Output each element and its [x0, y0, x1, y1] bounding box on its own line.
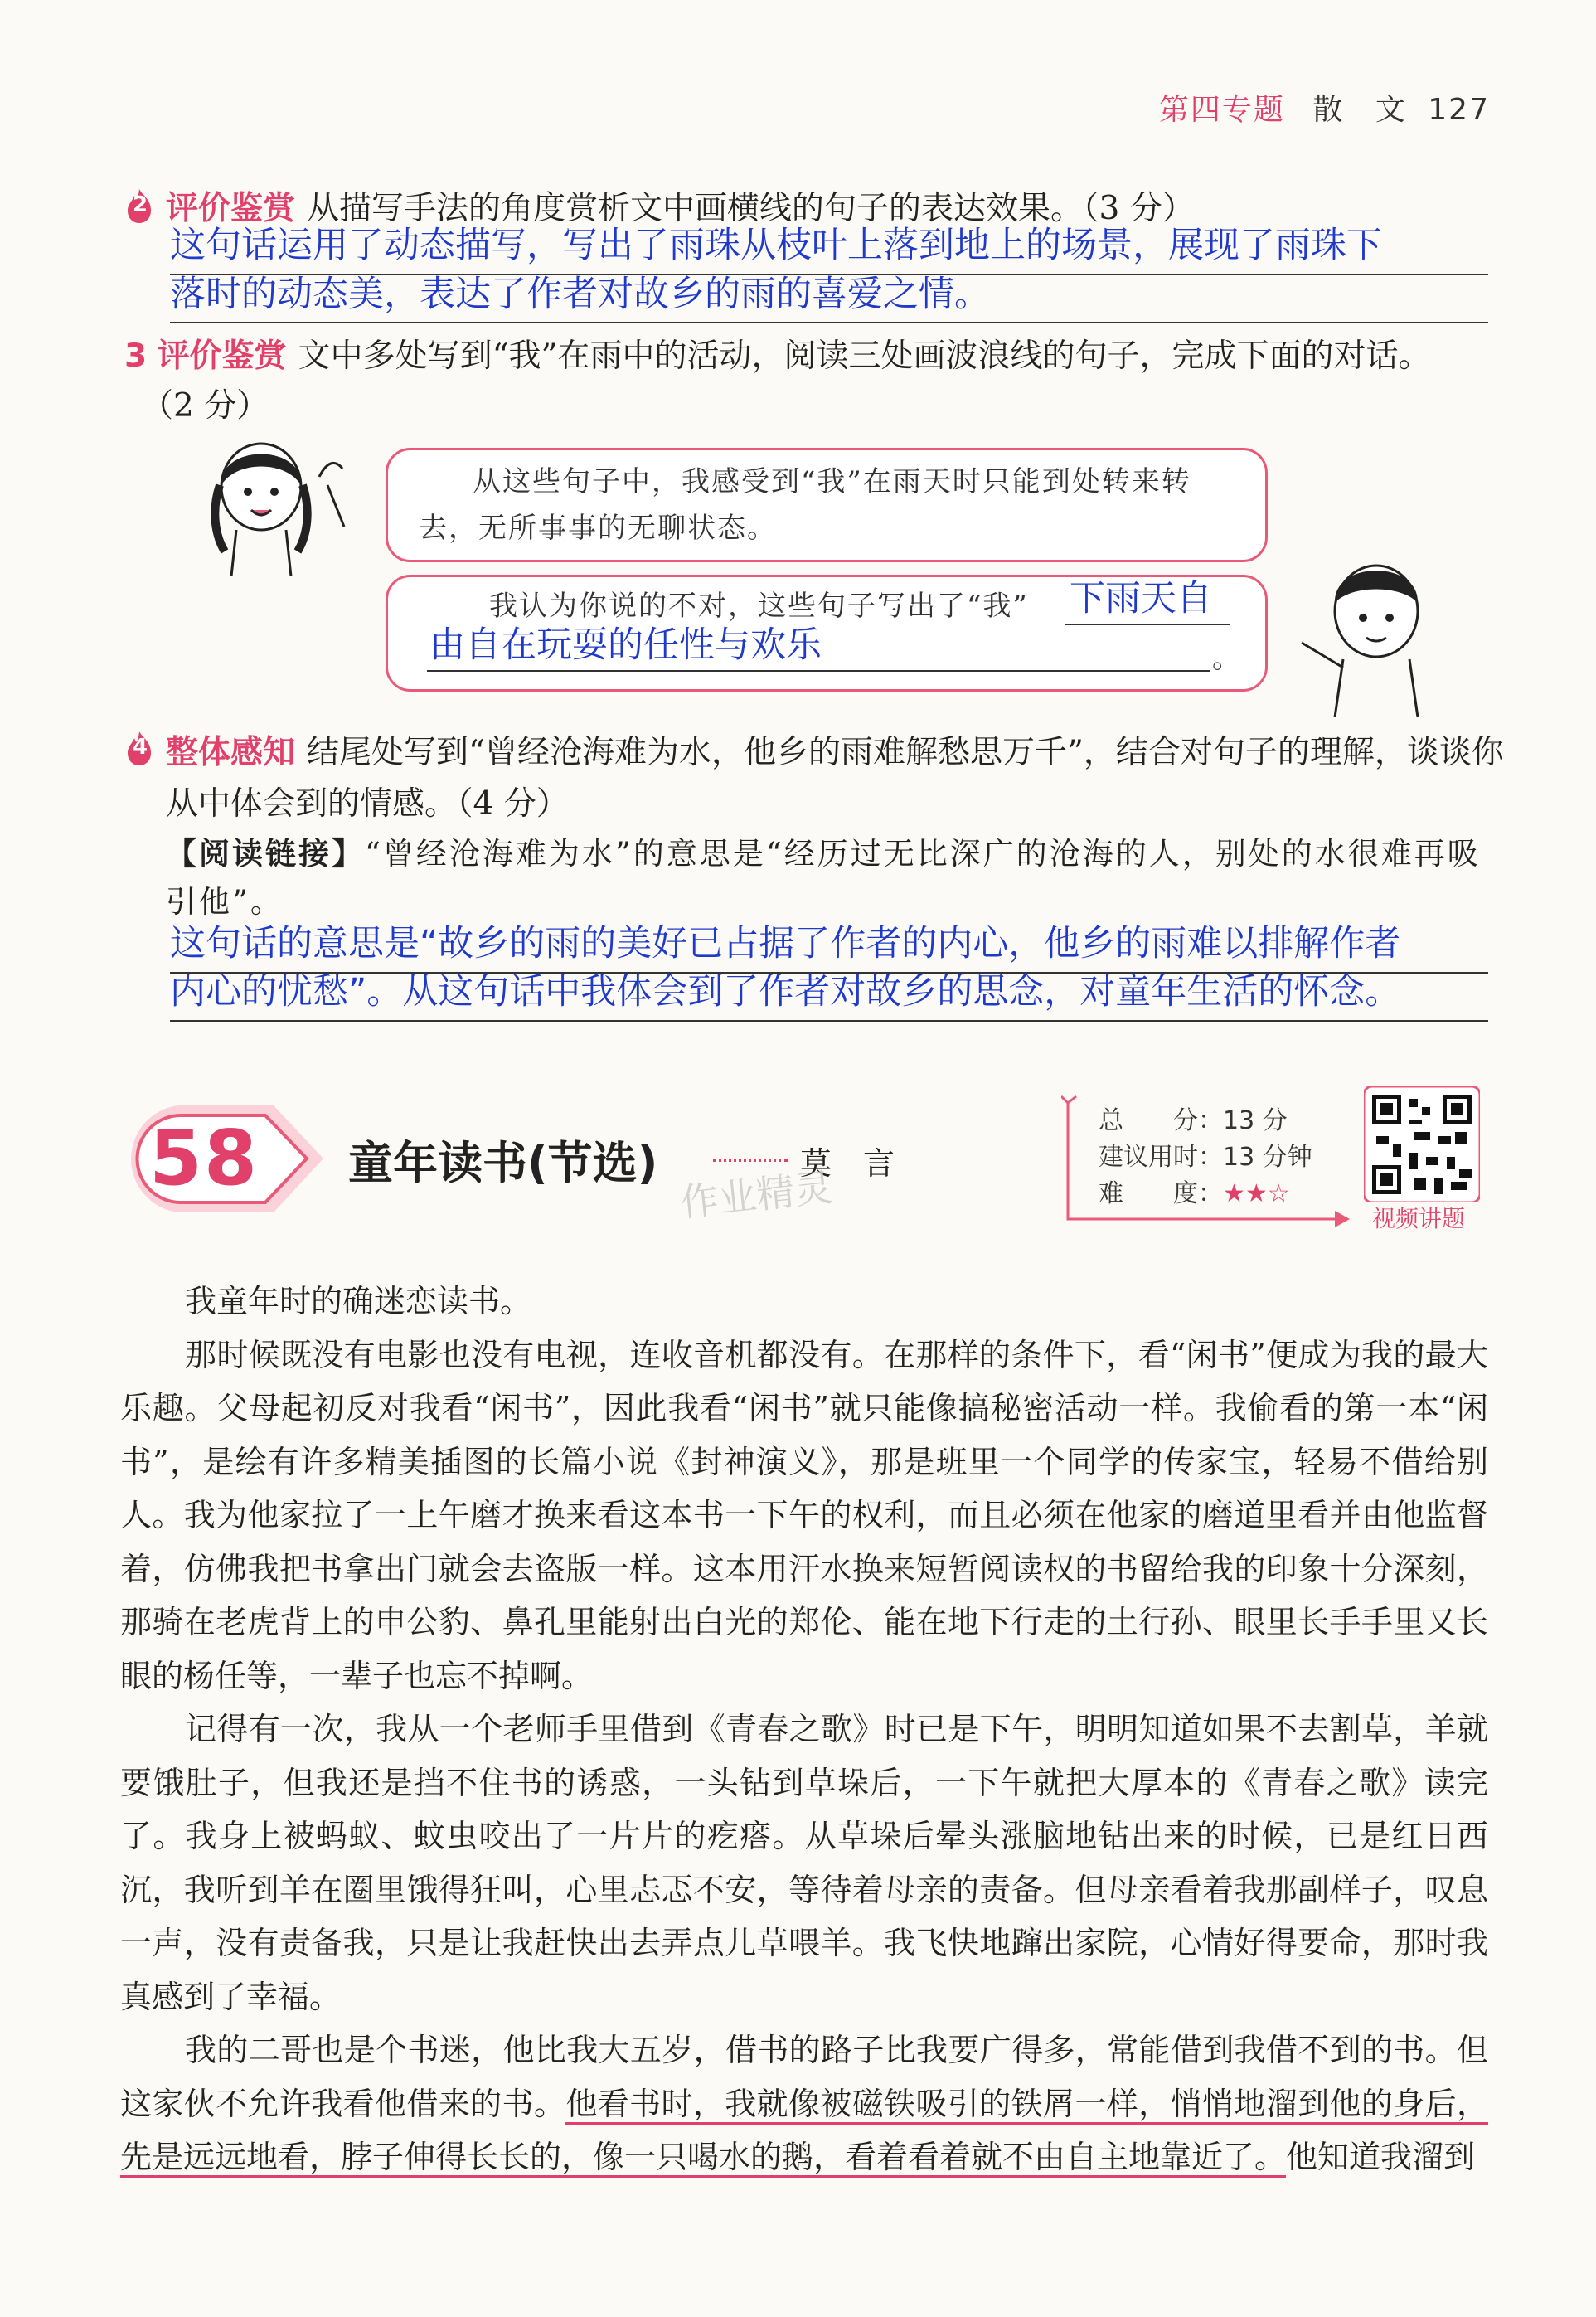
- q2-number: 2: [132, 192, 148, 217]
- paragraph: 记得有一次，我从一个老师手里借到《青春之歌》时已是下午，明明知道如果不去割草，羊就要饿肚子，但我还是挡不住书的诱惑，一头钻到草垛后，一下午就把大厚本的《青春之歌》读完了。我身上被蚂蚁、蚊虫咬出了一片片的疙瘩。从草垛后晕头涨脑地钻出来的时候，已是红日西沉，我听到羊在圈里饿得狂叫，心里忐忑不安，等待着母亲的责备。但母亲看着我那副样子，叹息一声，没有责备我，只是让我赶快出去弄点儿草喂羊。我飞快地蹿出家院，心情好得要命，那时我真感到了幸福。: [120, 1711, 1488, 2015]
- q3-score: （2 分）: [141, 387, 269, 425]
- paragraph: 那时候既没有电影也没有电视，连收音机都没有。在那样的条件下，看“闲书”便成为我的最大乐趣。父母起初反对我看“闲书”，因此我看“闲书”就只能像搞秘密活动一样。我偷看的第一本“闲书”，是绘有许多精美插图的长篇小说《封神演义》，那是班里一个同学的传家宝，轻易不借给别人。我为他家拉了一上午磨才换来看这本书一下午的权利，而且必须在他家的磨道里看并由他监督着，仿佛我把书拿出门就会去盗版一样。这本用汗水换来短暂阅读权的书留给我的印象十分深刻，那骑在老虎背上的申公豹、鼻孔里能射出白光的郑伦、能在地下行走的土行孙、眼里长手手里又长眼的杨任等，一辈子也忘不掉啊。: [120, 1336, 1488, 1694]
- girl-illustration-icon: [203, 427, 361, 576]
- q4-tag: 整体感知: [166, 734, 296, 771]
- answer-line: [427, 670, 1210, 672]
- q4-text-line1: 结尾处写到“曾经沧海难为水，他乡的雨难解愁思万千”，结合对句子的理解，谈谈你: [307, 734, 1504, 771]
- qr-code-icon[interactable]: [1364, 1086, 1480, 1202]
- q3-number: 3: [124, 338, 148, 375]
- boy-text: 我认为你说的不对，这些句子写出了“我”: [489, 590, 1029, 623]
- info-difficulty: [1099, 1176, 1290, 1212]
- link-line1: “曾经沧海难为水”的意思是“经历过无比深广的沧海的人，别处的水很难再吸: [365, 836, 1481, 872]
- boy-answer2: 由自在玩耍的任性与欢乐: [429, 624, 822, 666]
- q2-answer-line2: 落时的动态美，表达了作者对故乡的雨的喜爱之情。: [170, 274, 990, 315]
- link-label: 【阅读链接】: [166, 836, 365, 872]
- boy-illustration-icon: [1285, 551, 1443, 717]
- paragraph: 我童年时的确迷恋读书。: [185, 1283, 532, 1319]
- article-body: [120, 1275, 1488, 2184]
- girl-line1: 从这些句子中，我感受到“我”在雨天时只能到处转来转: [473, 465, 1191, 498]
- q4-number: 4: [132, 735, 148, 760]
- underlined-sentence: 他看书时，我就像被磁铁吸引的铁屑一样，悄悄地溜到他的身后，先是远远地看，脖子伸得长长的，像一只喝水的鹅，看着看着就不由自主地靠近了。: [120, 2086, 1488, 2179]
- boy-answer1: 下雨天自: [1070, 578, 1212, 619]
- q2-answer-line1: 这句话运用了动态描写，写出了雨珠从枝叶上落到地上的场景，展现了雨珠下: [170, 225, 1382, 266]
- boy-end: 。: [1212, 642, 1242, 675]
- answer-line: [170, 1020, 1488, 1022]
- watermark: 作业精灵: [677, 1164, 835, 1226]
- paragraph: [120, 2023, 1488, 2184]
- q4-text-line2: 从中体会到的情感。（4 分）: [166, 785, 569, 823]
- reading-link: [166, 829, 1481, 879]
- page-number: 127: [1428, 93, 1490, 127]
- p4-start: 我的二哥也是个书迷，他比我大五岁，借书的路子比我要广得多，常能借到我借不到的书。但这家伙不允许我看他借来的书。: [120, 2032, 1488, 2122]
- article-author: 莫 言: [800, 1145, 895, 1182]
- q3-text: 文中多处写到“我”在雨中的活动，阅读三处画波浪线的句子，完成下面的对话。: [298, 338, 1431, 375]
- section-label: 第四专题: [1158, 93, 1285, 127]
- q4-answer-line2: 内心的忧愁”。从这句话中我体会到了作者对故乡的思念，对童年生活的怀念。: [170, 971, 1401, 1013]
- answer-line: [170, 322, 1488, 323]
- q2-tag: 评价鉴赏: [166, 190, 296, 227]
- difficulty-stars: ★★☆: [1223, 1179, 1290, 1208]
- article-title: 童年读书(节选): [348, 1137, 658, 1189]
- q2-text: 从描写手法的角度赏析文中画横线的句子的表达效果。（3 分）: [307, 190, 1195, 227]
- link-line2: 引他”。: [166, 884, 284, 920]
- q3-tag: 评价鉴赏: [157, 338, 287, 375]
- p4-end: 他知道我溜到: [1286, 2139, 1476, 2175]
- q3-prompt: [124, 332, 1430, 381]
- q4-answer-line1: 这句话的意思是“故乡的雨的美好已占据了作者的内心，他乡的雨难以排解作者: [170, 923, 1401, 964]
- girl-line2: 去，无所事事的无聊状态。: [419, 512, 777, 545]
- running-header: [1159, 86, 1490, 129]
- difficulty-label: 难 度：: [1099, 1179, 1223, 1208]
- answer-line: [1065, 624, 1230, 625]
- category-label: 散 文: [1312, 93, 1417, 127]
- q4-prompt: [166, 728, 1504, 778]
- info-total: 总 分：13 分: [1099, 1106, 1288, 1135]
- article-number: 58: [149, 1114, 260, 1202]
- info-time: 建议用时：13 分钟: [1099, 1143, 1312, 1172]
- title-dots: [713, 1159, 788, 1162]
- video-label[interactable]: 视频讲题: [1372, 1205, 1466, 1232]
